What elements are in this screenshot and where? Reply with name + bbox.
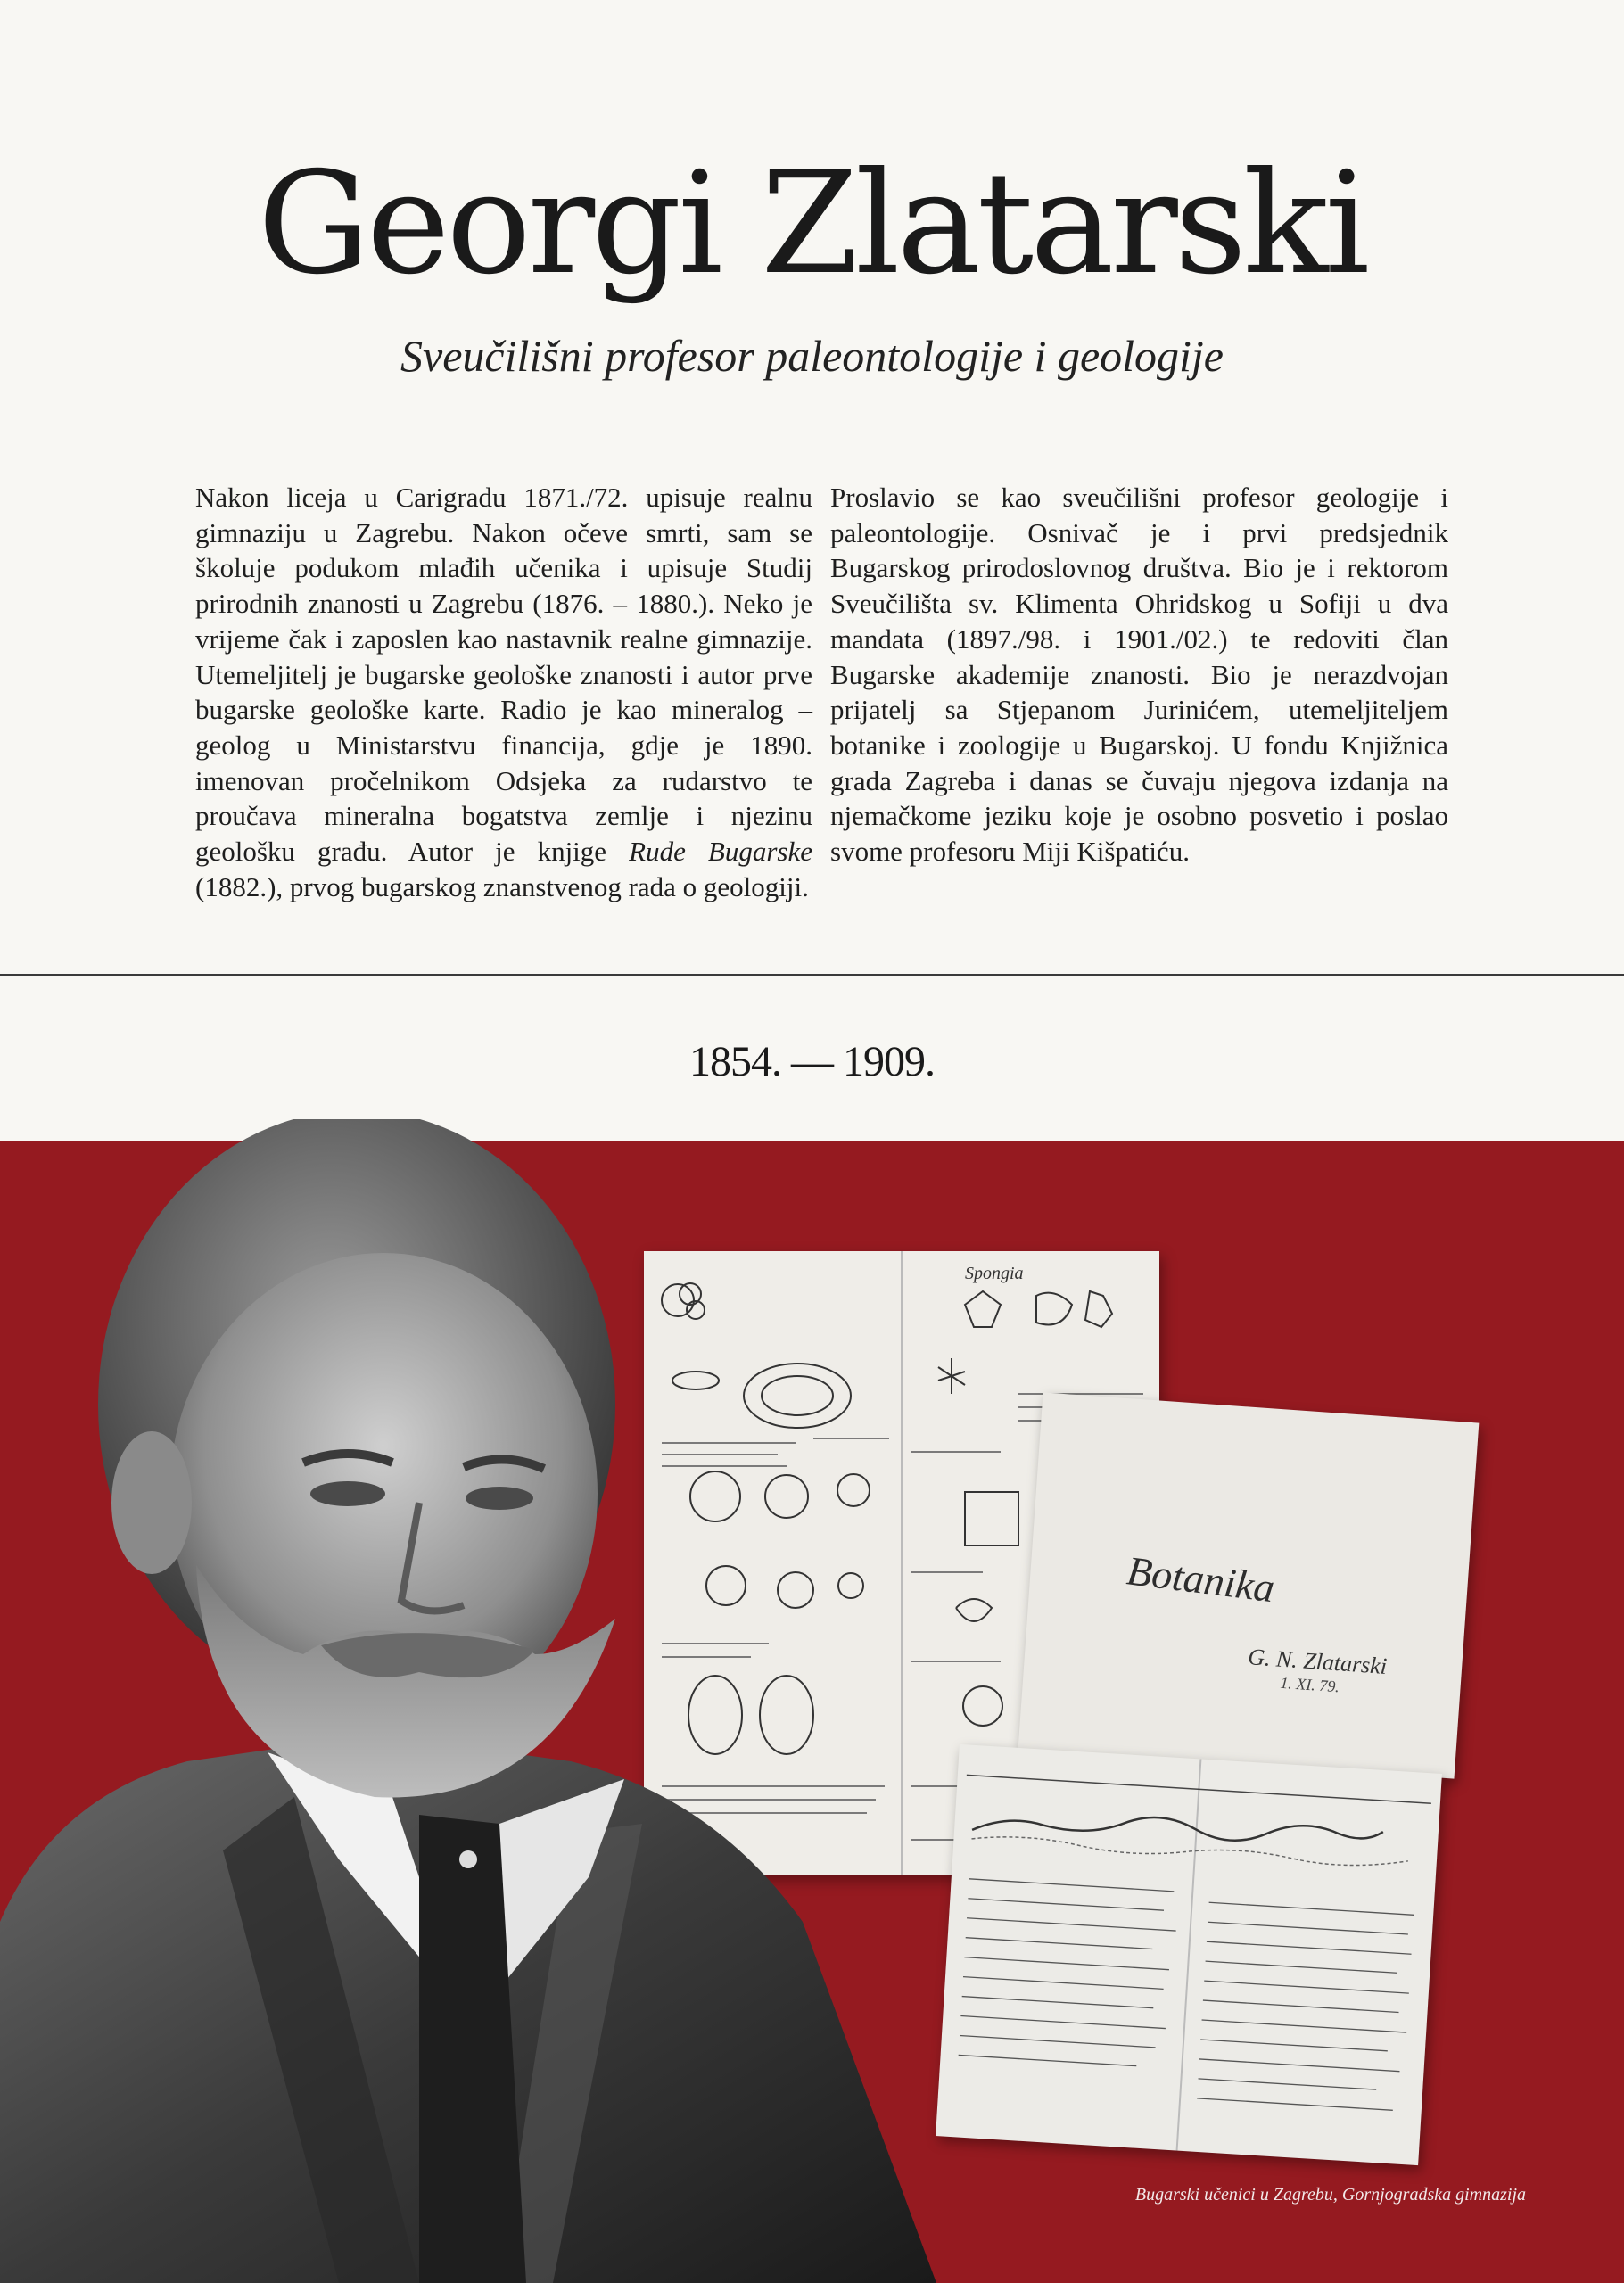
biography-left-column bbox=[195, 480, 812, 904]
section-divider bbox=[0, 974, 1624, 976]
biography-right-column bbox=[830, 480, 1448, 870]
botanika-title: Botanika bbox=[1124, 1547, 1277, 1611]
geological-profile-page bbox=[936, 1744, 1442, 2165]
book-title: Rude Bugarske bbox=[629, 836, 812, 868]
botanika-date: 1. XI. 79. bbox=[1279, 1673, 1340, 1696]
biography-right-text: Proslavio se kao sveučilišni profesor geologije i paleontologije. Osnivač je i prvi predsjednik Bugarskog prirodoslovnog društva. Bio je i rektorom Sveučilišta sv. Klimenta Ohridskog u Sofiji u dva mandata (1897./98. i 1901./02.) te redoviti član Bugarske akademije znanosti. Bio je nerazdvojan prijatelj sa Stjepanom Jurinićem, utemeljiteljem botanike i zoologije u Bugarskoj. U fondu Knjižnica grada Zagreba i danas se čuvaju njegova izdanja na njemačkome jeziku koje je osobno posvetio i poslao svome profesoru Miji Kišpatiću. bbox=[830, 482, 1448, 868]
page-subtitle: Sveučilišni profesor paleontologije i geologije bbox=[400, 331, 1224, 381]
sketch-heading: Spongia bbox=[965, 1264, 1024, 1283]
portrait-photo bbox=[0, 1119, 990, 2283]
profile-drawing bbox=[936, 1744, 1442, 2165]
page-title: Georgi Zlatarski bbox=[257, 142, 1367, 306]
botanika-notebook-cover bbox=[1018, 1392, 1480, 1778]
life-dates: 1854. — 1909. bbox=[689, 1038, 935, 1085]
left-text-part-1: Nakon liceja u Carigradu 1871./72. upisuje realnu gimnaziju u Zagrebu. Nakon očeve smrti, sam se školuje podukom mlađih učenika i upisuje Studij prirodnih znanosti u Zagrebu (1876. – 1880.). Neko je vrijeme čak i zaposlen kao nastavnik realne gimnazije. Utemeljitelj je bugarske geološke znanosti i autor prve bugarske geološke karte. Radio je kao mineralog – geolog u Ministarstvu financija, gdje je 1890. imenovan pročelnikom Odsjeka za rudarstvo te proučava mineralna bogatstva zemlje i njezinu geološku građu. Autor je knjige bbox=[195, 482, 812, 868]
photo-caption: Bugarski učenici u Zagrebu, Gornjogradska gimnazija bbox=[1134, 2185, 1526, 2205]
biography-left-text bbox=[195, 480, 812, 904]
botanika-author: G. N. Zlatarski bbox=[1247, 1644, 1389, 1680]
left-text-part-2: (1882.), prvog bugarskog znanstvenog rada o geologiji. bbox=[195, 870, 809, 902]
